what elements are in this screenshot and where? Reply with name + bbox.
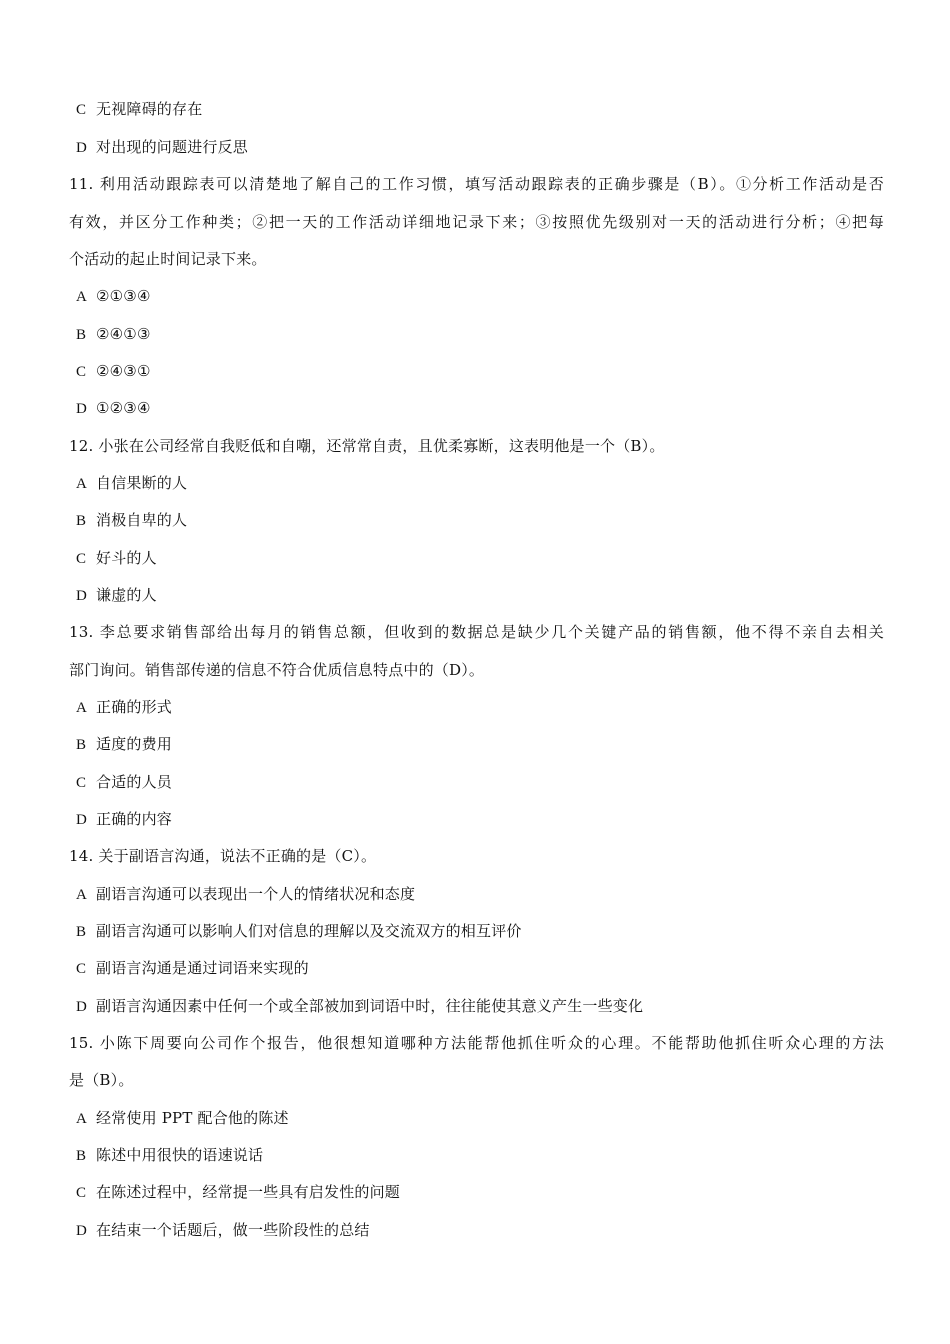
- option-q11-a: [76, 286, 151, 307]
- option-q13-d: [76, 809, 172, 830]
- option-text: ①②③④: [96, 399, 151, 417]
- option-letter: D: [76, 401, 88, 417]
- option-text: 对出现的问题进行反思: [96, 138, 249, 156]
- option-q15-d: [76, 1220, 370, 1241]
- option-letter: D: [76, 1223, 88, 1239]
- question-12-line-1: 12. 小张在公司经常自我贬低和自嘲，还常常自责，且优柔寡断，这表明他是一个（B）。: [69, 437, 665, 455]
- question-11-line-2: 有效，并区分工作种类；②把一天的工作活动详细地记录下来；③按照优先级别对一天的活动进行分析；④把每: [69, 213, 884, 231]
- option-letter: B: [76, 327, 87, 343]
- question-15-line-1: 15. 小陈下周要向公司作个报告，他很想知道哪种方法能帮他抓住听众的心理。不能帮助他抓住听众心理的方法: [69, 1034, 884, 1052]
- option-letter: C: [76, 551, 87, 567]
- option-q13-c: [76, 772, 172, 793]
- option-text: 副语言沟通是通过词语来实现的: [96, 959, 309, 977]
- option-letter: A: [76, 476, 88, 492]
- option-text: 谦虚的人: [96, 586, 157, 604]
- option-q12-d: [76, 585, 157, 606]
- option-text: 合适的人员: [96, 773, 173, 791]
- option-text: 正确的形式: [96, 698, 173, 716]
- option-q12-c: [76, 548, 157, 569]
- option-text: ②④③①: [96, 362, 151, 380]
- option-q10-d: [76, 137, 248, 158]
- question-11-line-3: 个活动的起止时间记录下来。: [69, 250, 267, 268]
- option-q12-b: [76, 510, 187, 531]
- option-q14-d: [76, 996, 643, 1017]
- option-text: ②④①③: [96, 325, 151, 343]
- option-q10-c: [76, 99, 202, 120]
- option-q13-b: [76, 734, 172, 755]
- option-q11-b: [76, 324, 151, 345]
- option-letter: B: [76, 924, 87, 940]
- option-q14-c: [76, 958, 309, 979]
- option-q12-a: [76, 473, 187, 494]
- option-letter: D: [76, 812, 88, 828]
- option-letter: C: [76, 364, 87, 380]
- option-letter: A: [76, 700, 88, 716]
- option-letter: A: [76, 289, 88, 305]
- question-11-line-1: 11. 利用活动跟踪表可以清楚地了解自己的工作习惯，填写活动跟踪表的正确步骤是（B）。①分析工作活动是否: [69, 175, 884, 193]
- option-letter: B: [76, 737, 87, 753]
- option-text: 经常使用 PPT 配合他的陈述: [96, 1109, 289, 1127]
- option-text: 在结束一个话题后，做一些阶段性的总结: [96, 1221, 370, 1239]
- option-q11-c: [76, 361, 151, 382]
- question-13-line-2: 部门询问。销售部传递的信息不符合优质信息特点中的（D）。: [69, 661, 485, 679]
- option-text: 在陈述过程中，经常提一些具有启发性的问题: [96, 1183, 401, 1201]
- option-letter: D: [76, 588, 88, 604]
- option-letter: A: [76, 1111, 88, 1127]
- option-text: 正确的内容: [96, 810, 173, 828]
- option-text: 副语言沟通因素中任何一个或全部被加到词语中时，往往能使其意义产生一些变化: [96, 997, 644, 1015]
- option-q15-b: [76, 1145, 263, 1166]
- option-q13-a: [76, 697, 172, 718]
- question-15-line-2: 是（B）。: [69, 1071, 134, 1089]
- option-q15-a: [76, 1108, 289, 1129]
- question-14-line-1: 14. 关于副语言沟通，说法不正确的是（C）。: [69, 847, 377, 865]
- option-q11-d: [76, 398, 151, 419]
- option-letter: C: [76, 1185, 87, 1201]
- option-q14-b: [76, 921, 522, 942]
- option-text: 无视障碍的存在: [96, 100, 203, 118]
- option-text: 副语言沟通可以表现出一个人的情绪状况和态度: [96, 885, 416, 903]
- option-letter: B: [76, 513, 87, 529]
- option-text: 自信果断的人: [96, 474, 188, 492]
- question-13-line-1: 13. 李总要求销售部给出每月的销售总额，但收到的数据总是缺少几个关键产品的销售额，他不得不亲自去相关: [69, 623, 884, 641]
- option-letter: A: [76, 887, 88, 903]
- option-text: 副语言沟通可以影响人们对信息的理解以及交流双方的相互评价: [96, 922, 522, 940]
- option-text: 好斗的人: [96, 549, 157, 567]
- option-text: ②①③④: [96, 287, 151, 305]
- option-text: 陈述中用很快的语速说话: [96, 1146, 264, 1164]
- option-letter: C: [76, 775, 87, 791]
- option-letter: D: [76, 140, 88, 156]
- option-q14-a: [76, 884, 415, 905]
- option-text: 消极自卑的人: [96, 511, 188, 529]
- option-q15-c: [76, 1182, 400, 1203]
- option-letter: C: [76, 102, 87, 118]
- option-letter: B: [76, 1148, 87, 1164]
- option-letter: D: [76, 999, 88, 1015]
- option-letter: C: [76, 961, 87, 977]
- option-text: 适度的费用: [96, 735, 173, 753]
